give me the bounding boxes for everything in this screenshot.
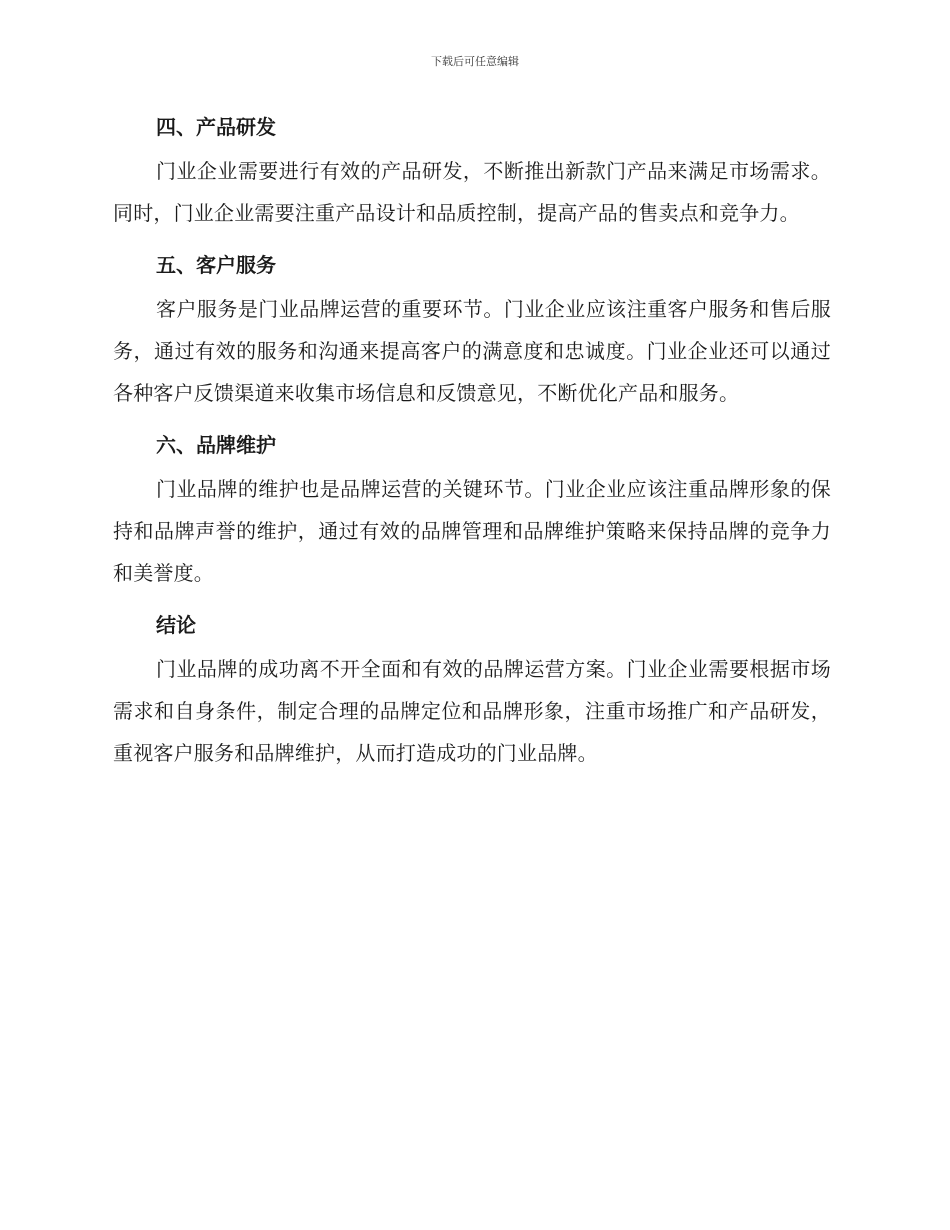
section-heading: 结论 <box>156 613 196 637</box>
section-product-rd <box>113 106 831 234</box>
document-body <box>113 106 831 784</box>
section-customer-service <box>113 244 831 414</box>
section-paragraph: 门业品牌的维护也是品牌运营的关键环节。门业企业应该注重品牌形象的保持和品牌声誉的维护，通过有效的品牌管理和品牌维护策略来保持品牌的竞争力和美誉度。 <box>113 477 831 585</box>
section-heading: 五、客户服务 <box>156 253 276 277</box>
section-brand-maintenance <box>113 424 831 594</box>
section-heading: 六、品牌维护 <box>156 433 276 457</box>
section-conclusion <box>113 604 831 774</box>
section-paragraph: 客户服务是门业品牌运营的重要环节。门业企业应该注重客户服务和售后服务，通过有效的服务和沟通来提高客户的满意度和忠诚度。门业企业还可以通过各种客户反馈渠道来收集市场信息和反馈意见，不断优化产品和服务。 <box>113 297 831 405</box>
section-paragraph: 门业品牌的成功离不开全面和有效的品牌运营方案。门业企业需要根据市场需求和自身条件，制定合理的品牌定位和品牌形象，注重市场推广和产品研发，重视客户服务和品牌维护，从而打造成功的门业品牌。 <box>113 657 831 765</box>
section-heading: 四、产品研发 <box>156 115 276 139</box>
section-paragraph: 门业企业需要进行有效的产品研发，不断推出新款门产品来满足市场需求。同时，门业企业需要注重产品设计和品质控制，提高产品的售卖点和竞争力。 <box>113 159 831 225</box>
page-header: 下载后可任意编辑 <box>431 55 519 68</box>
